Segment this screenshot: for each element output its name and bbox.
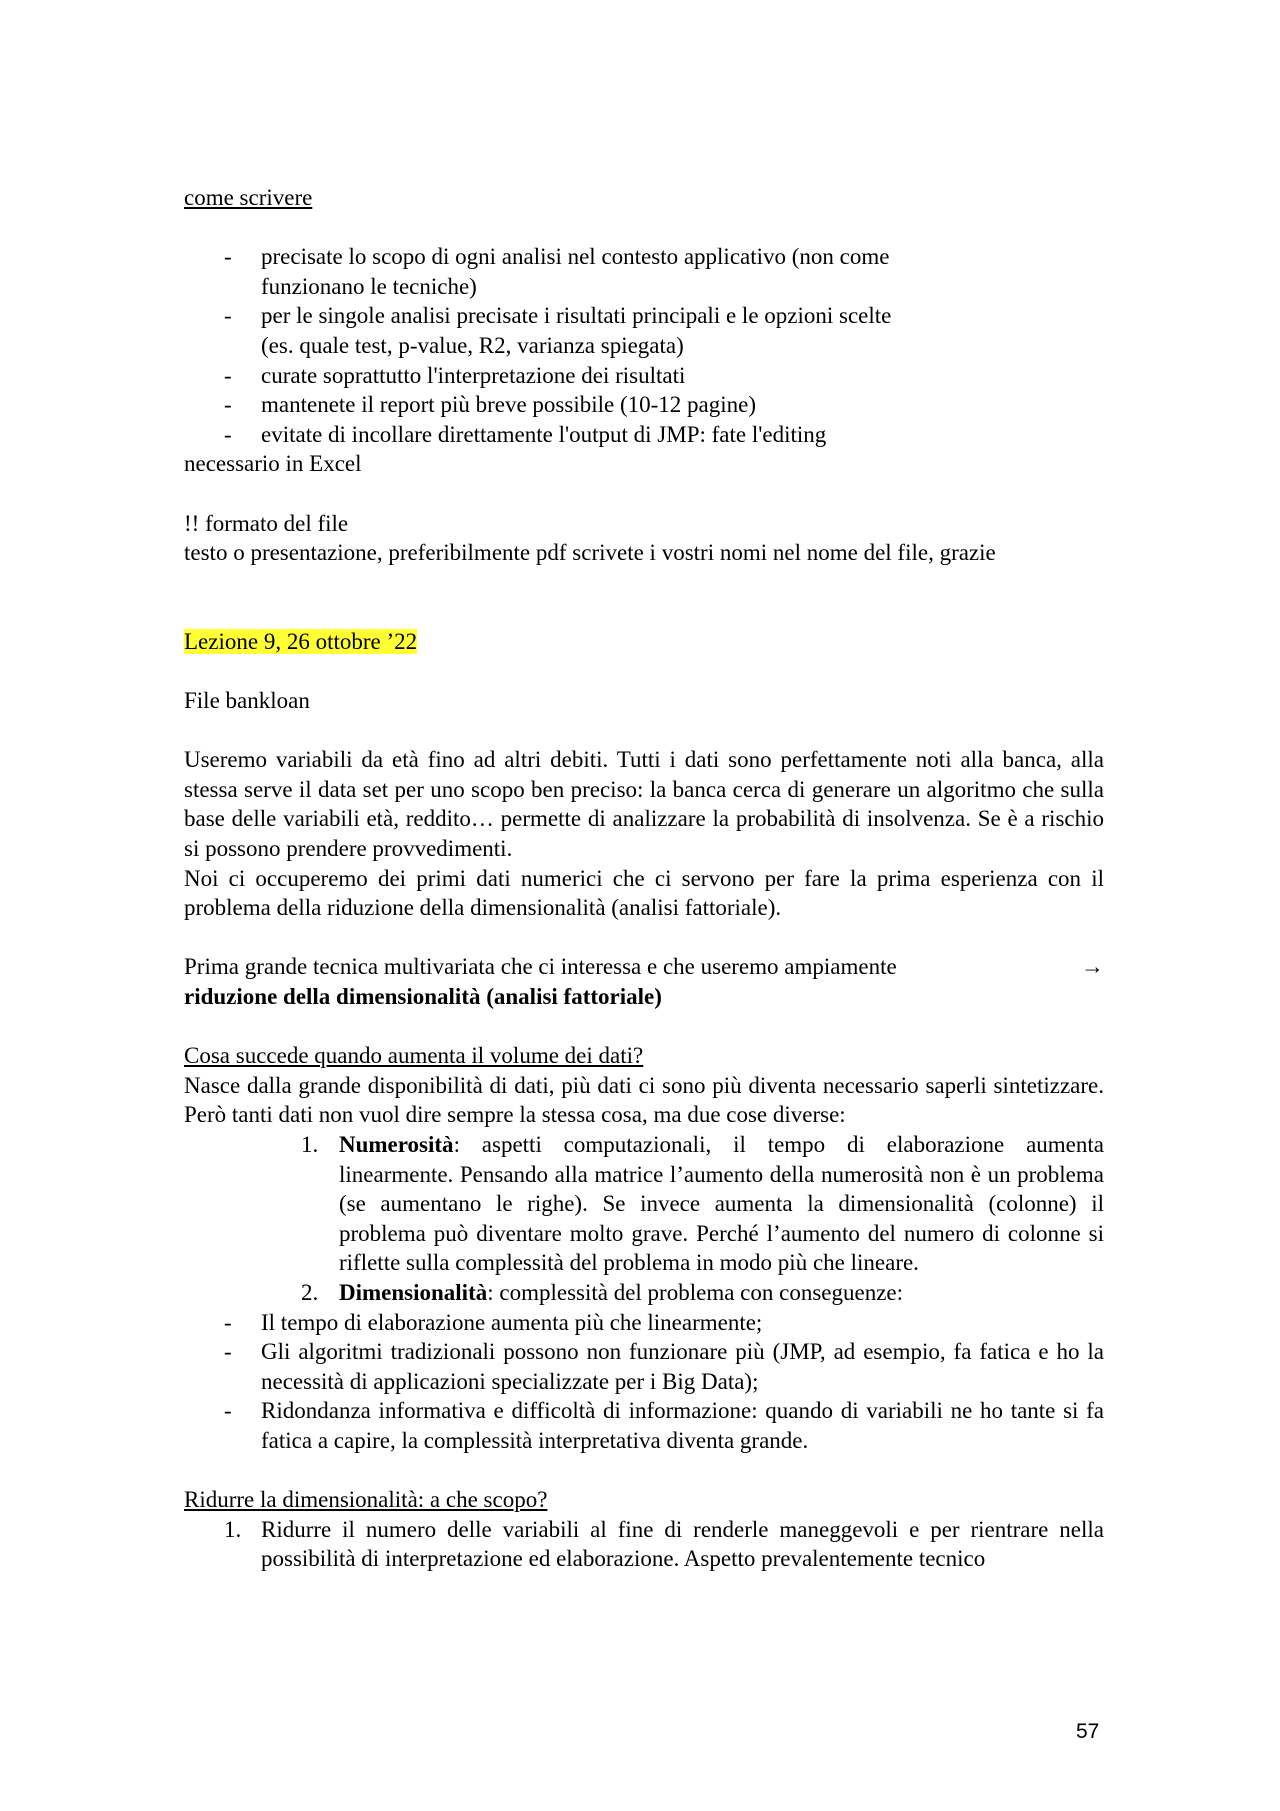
lesson-title xyxy=(184,627,1104,657)
dash-bullet: - xyxy=(224,421,232,447)
volume-numbered-list xyxy=(184,1130,1104,1308)
list-item: 2. Dimensionalità: complessità del problema con conseguenze: xyxy=(184,1278,1104,1308)
term-bold: Dimensionalità xyxy=(339,1279,488,1305)
list-number: 1. xyxy=(224,1516,242,1542)
paragraph: Noi ci occuperemo dei primi dati numerici che ci servono per fare la prima esperienza con il problema della riduzione della dimensionalità (analisi fattoriale). xyxy=(184,865,1104,921)
paragraph: Nasce dalla grande disponibilità di dati, più dati ci sono più diventa necessario saperli sintetizzare. Però tanti dati non vuol dire sempre la stessa cosa, ma due cose diverse: xyxy=(184,1072,1104,1128)
list-item: - per le singole analisi precisate i risultati principali e le opzioni scelte (es. quale test, p-value, R2, varianza spiegata) xyxy=(224,303,892,358)
file-format-heading: !! formato del file xyxy=(184,510,349,536)
list-number: 2. xyxy=(301,1279,319,1305)
writing-guidelines-list xyxy=(184,242,1104,449)
right-arrow-icon: → xyxy=(1081,954,1104,980)
page-number: 57 xyxy=(1076,1720,1100,1743)
paragraph-technique xyxy=(184,952,1104,982)
dash-bullet: - xyxy=(224,392,232,418)
list-item: 1. Ridurre il numero delle variabili al fine di renderle maneggevoli e per rientrare nella possibilità di interpretazione ed elaborazione. Aspetto prevalentemente tecnico xyxy=(224,1516,1104,1572)
section-heading-reduce: Ridurre la dimensionalità: a che scopo? xyxy=(184,1487,548,1513)
list-item: - Gli algoritmi tradizionali possono non funzionare più (JMP, ad esempio, fa fatica e ho la necessità di applicazioni specializzate per i Big Data); xyxy=(224,1339,1104,1394)
consequences-list xyxy=(184,1308,1104,1456)
section-heading-volume: Cosa succede quando aumenta il volume dei dati? xyxy=(184,1043,644,1069)
file-format-text: testo o presentazione, preferibilmente pdf scrivete i vostri nomi nel nome del file, grazie xyxy=(184,540,996,566)
reduce-numbered-list xyxy=(184,1515,1104,1574)
technique-bold: riduzione della dimensionalità (analisi fattoriale) xyxy=(184,984,662,1010)
dash-bullet: - xyxy=(224,303,232,329)
paragraph: Useremo variabili da età fino ad altri debiti. Tutti i dati sono perfettamente noti alla banca, alla stessa serve il data set per uno scopo ben preciso: la banca cerca di generare un algoritmo che sulla base delle variabili età, reddito… permette di analizzare la probabilità di insolvenza. Se è a rischio si possono prendere provvedimenti. xyxy=(184,747,1104,862)
section-heading-come-scrivere: come scrivere xyxy=(184,185,313,210)
highlighted-lesson-title: Lezione 9, 26 ottobre ’22 xyxy=(184,628,418,654)
page-content xyxy=(184,183,1104,1574)
list-item: - mantenete il report più breve possibile (10-12 pagine) xyxy=(184,390,1104,420)
list-continuation: necessario in Excel xyxy=(184,451,362,477)
list-item: - Ridondanza informativa e difficoltà di informazione: quando di variabili ne ho tante si fa fatica a capire, la complessità interpretativa diventa grande. xyxy=(224,1398,1104,1453)
dash-bullet: - xyxy=(224,1309,232,1335)
list-number: 1. xyxy=(301,1132,319,1157)
dash-bullet: - xyxy=(224,1398,232,1424)
technique-text: Prima grande tecnica multivariata che ci interessa e che useremo ampiamente xyxy=(184,954,897,980)
dash-bullet: - xyxy=(224,362,232,388)
file-label: File bankloan xyxy=(184,688,310,714)
list-item: 1. Numerosità: aspetti computazionali, il tempo di elaborazione aumenta linearmente. Pensando alla matrice l’aumento della numerosità non è un problema (se aumentano le righe). Se invece aumenta la dimensionalità (colonne) il problema può diventare molto grave. Perché l’aumento del numero di colonne si riflette sulla complessità del problema in modo più che lineare. xyxy=(301,1132,1104,1276)
list-item: - evitate di incollare direttamente l'output di JMP: fate l'editing xyxy=(184,420,1104,450)
dash-bullet: - xyxy=(224,1339,232,1365)
list-item: - Il tempo di elaborazione aumenta più che linearmente; xyxy=(184,1308,1104,1338)
dash-bullet: - xyxy=(224,244,232,270)
list-item: - curate soprattutto l'interpretazione dei risultati xyxy=(184,361,1104,391)
term-bold: Numerosità xyxy=(339,1132,454,1157)
list-item: - precisate lo scopo di ogni analisi nel contesto applicativo (non come funzionano le tecniche) xyxy=(224,244,890,299)
